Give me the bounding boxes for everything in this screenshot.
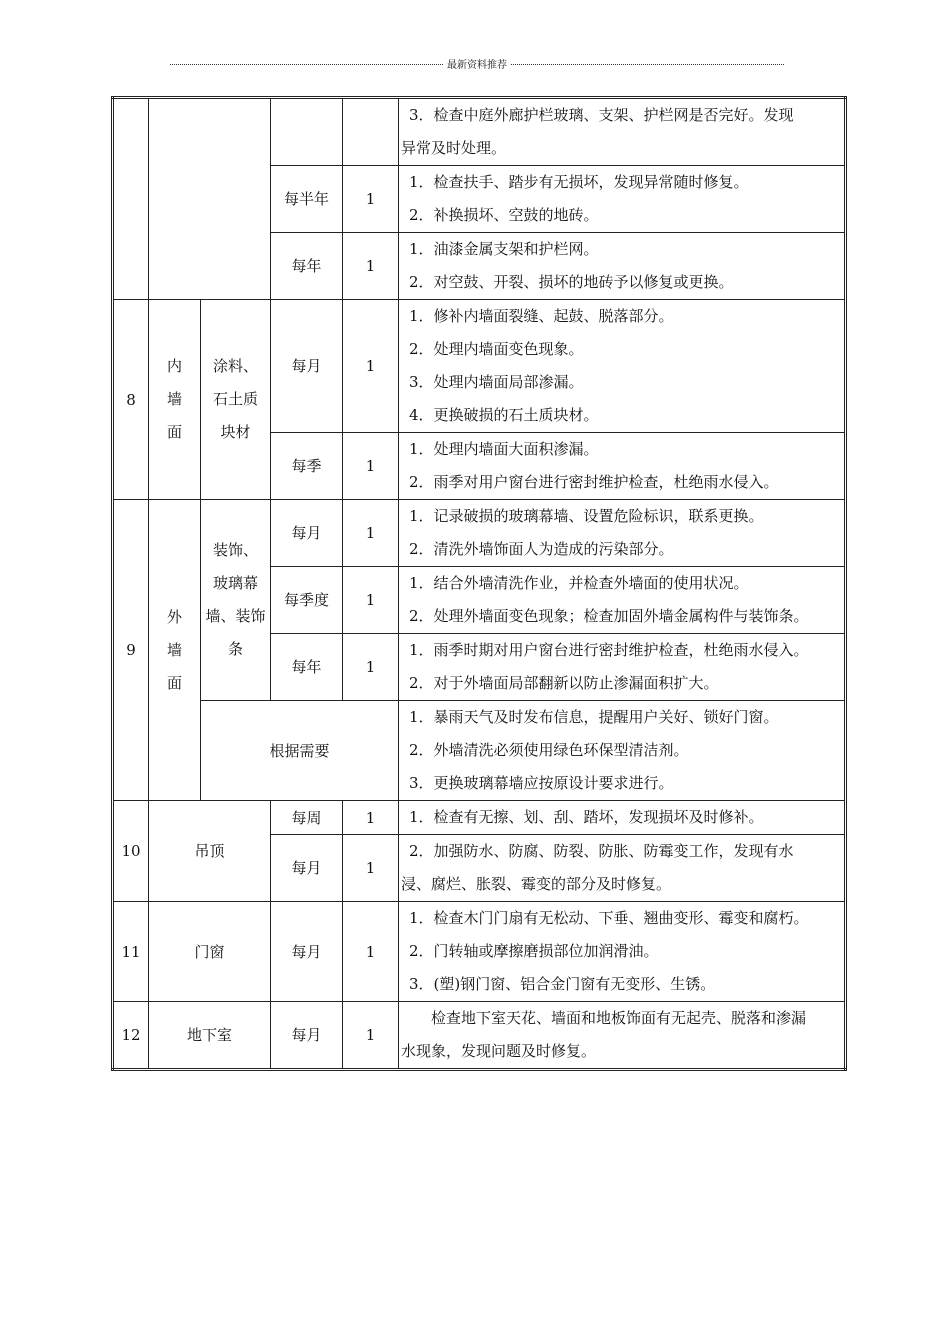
- count-cell: 1: [343, 233, 399, 300]
- desc-line: 1．修补内墙面裂缝、起鼓、脱落部分。: [409, 307, 674, 325]
- desc-line: 1．结合外墙清洗作业，并检查外墙面的使用状况。: [409, 574, 749, 592]
- desc-line: 1．雨季时期对用户窗台进行密封维护检查，杜绝雨水侵入。: [409, 641, 809, 659]
- desc-cell: [399, 1002, 846, 1070]
- table-row: [113, 300, 846, 433]
- header-dots-right: [511, 64, 784, 65]
- part-char: 墙: [166, 390, 182, 408]
- cont-freq-cell: [271, 98, 343, 166]
- part-cell: [149, 300, 201, 500]
- freq-cell: 每季: [271, 433, 343, 500]
- count-cell: 1: [343, 1002, 399, 1070]
- freq-cell: 每年: [271, 233, 343, 300]
- item-number: 8: [113, 300, 149, 500]
- table-row: [113, 902, 846, 1002]
- cont-no-cell: [113, 98, 149, 300]
- cont-part-cell: [149, 98, 271, 300]
- desc-line: 2．对空鼓、开裂、损坏的地砖予以修复或更换。: [409, 273, 734, 291]
- desc-line: 2．处理内墙面变色现象。: [409, 340, 584, 358]
- desc-line: 浸、腐烂、胀裂、霉变的部分及时修复。: [401, 875, 672, 893]
- desc-line: 检查地下室天花、墙面和地板饰面有无起壳、脱落和渗漏: [431, 1009, 807, 1027]
- material-line: 墙、装饰: [205, 607, 266, 625]
- desc-line: 1．检查扶手、踏步有无损坏，发现异常随时修复。: [409, 173, 749, 191]
- desc-cell: [399, 902, 846, 1002]
- count-cell: 1: [343, 500, 399, 567]
- freq-cell: 每月: [271, 300, 343, 433]
- header-dots-left: [170, 64, 443, 65]
- desc-line: 1．记录破损的玻璃幕墙、设置危险标识，联系更换。: [409, 507, 764, 525]
- desc-cell: [399, 567, 846, 634]
- desc-cell: [399, 701, 846, 801]
- part-cell: 门窗: [149, 902, 271, 1002]
- desc-line: 2．门转轴或摩擦磨损部位加润滑油。: [409, 942, 659, 960]
- desc-line: 1．处理内墙面大面积渗漏。: [409, 440, 599, 458]
- part-char: 面: [166, 673, 182, 692]
- desc-line: 2．雨季对用户窗台进行密封维护检查，杜绝雨水侵入。: [409, 473, 779, 491]
- desc-cell: [399, 233, 846, 300]
- freq-cell: 每月: [271, 1002, 343, 1070]
- desc-cell: [399, 634, 846, 701]
- item-number: 12: [113, 1002, 149, 1070]
- desc-line: 1．检查木门门扇有无松动、下垂、翘曲变形、霉变和腐朽。: [409, 909, 809, 927]
- count-cell: 1: [343, 166, 399, 233]
- part-cell: [149, 500, 201, 801]
- item-number: 10: [113, 801, 149, 902]
- count-cell: 1: [343, 433, 399, 500]
- item-number: 9: [113, 500, 149, 801]
- part-char: 内: [166, 357, 182, 375]
- material-line: 玻璃幕: [212, 574, 258, 592]
- part-cell: 吊顶: [149, 801, 271, 902]
- desc-cell: [399, 500, 846, 567]
- material-line: 装饰、: [212, 541, 258, 559]
- desc-line: 2．对于外墙面局部翻新以防止渗漏面积扩大。: [409, 674, 719, 692]
- material-line: 涂料、: [212, 357, 258, 375]
- desc-cell: [399, 300, 846, 433]
- cont-count-cell: [343, 98, 399, 166]
- freq-cell: 每月: [271, 500, 343, 567]
- item-number: 11: [113, 902, 149, 1002]
- desc-line: 2．外墙清洗必须使用绿色环保型清洁剂。: [409, 741, 689, 759]
- desc-line: 水现象，发现问题及时修复。: [401, 1042, 597, 1060]
- part-char: 墙: [166, 640, 182, 659]
- desc-cell: [399, 433, 846, 500]
- desc-line: 1．暴雨天气及时发布信息，提醒用户关好、锁好门窗。: [409, 708, 779, 726]
- desc-line: 1．检查有无擦、划、刮、踏坏，发现损坏及时修补。: [409, 808, 764, 826]
- material-line: 条: [227, 640, 243, 658]
- desc-line: 2．清洗外墙饰面人为造成的污染部分。: [409, 540, 674, 558]
- header-title: 最新资料推荐: [447, 60, 507, 71]
- freq-cell: 每半年: [271, 166, 343, 233]
- table-row: [113, 1002, 846, 1070]
- freq-cell: 每周: [271, 801, 343, 835]
- part-cell: 地下室: [149, 1002, 271, 1070]
- count-cell: 1: [343, 801, 399, 835]
- desc-line: 3．(塑)钢门窗、铝合金门窗有无变形、生锈。: [409, 975, 716, 993]
- freq-cell: 根据需要: [201, 701, 399, 801]
- count-cell: 1: [343, 567, 399, 634]
- count-cell: 1: [343, 300, 399, 433]
- material-line: 石土质: [212, 390, 258, 408]
- part-char: 面: [166, 423, 182, 441]
- table-row: [113, 801, 846, 835]
- desc-line: 2．加强防水、防腐、防裂、防胀、防霉变工作，发现有水: [409, 842, 794, 860]
- freq-cell: 每年: [271, 634, 343, 701]
- material-cell: [201, 500, 271, 701]
- table-row: [113, 98, 846, 166]
- desc-line: 异常及时处理。: [401, 139, 507, 157]
- freq-cell: 每季度: [271, 567, 343, 634]
- desc-line: 4．更换破损的石土质块材。: [409, 406, 599, 424]
- freq-cell: 每月: [271, 902, 343, 1002]
- desc-cell: [399, 166, 846, 233]
- count-cell: 1: [343, 902, 399, 1002]
- freq-cell: 每月: [271, 835, 343, 902]
- desc-cell: [399, 801, 846, 835]
- cont-desc-cell: [399, 98, 846, 166]
- count-cell: 1: [343, 634, 399, 701]
- maintenance-table: [111, 96, 847, 1071]
- table-row: [113, 500, 846, 567]
- desc-line: 1．油漆金属支架和护栏网。: [409, 240, 599, 258]
- desc-line: 2．补换损坏、空鼓的地砖。: [409, 206, 599, 224]
- count-cell: 1: [343, 835, 399, 902]
- desc-line: 3．更换玻璃幕墙应按原设计要求进行。: [409, 774, 674, 792]
- page-header: [170, 56, 784, 71]
- material-cell: [201, 300, 271, 500]
- desc-line: 3．处理内墙面局部渗漏。: [409, 373, 584, 391]
- material-line: 块材: [220, 423, 251, 441]
- desc-line: 2．处理外墙面变色现象；检查加固外墙金属构件与装饰条。: [409, 607, 809, 625]
- table-row: [113, 701, 846, 801]
- desc-cell: [399, 835, 846, 902]
- desc-line: 3．检查中庭外廊护栏玻璃、支架、护栏网是否完好。发现: [409, 106, 794, 124]
- part-char: 外: [166, 607, 182, 626]
